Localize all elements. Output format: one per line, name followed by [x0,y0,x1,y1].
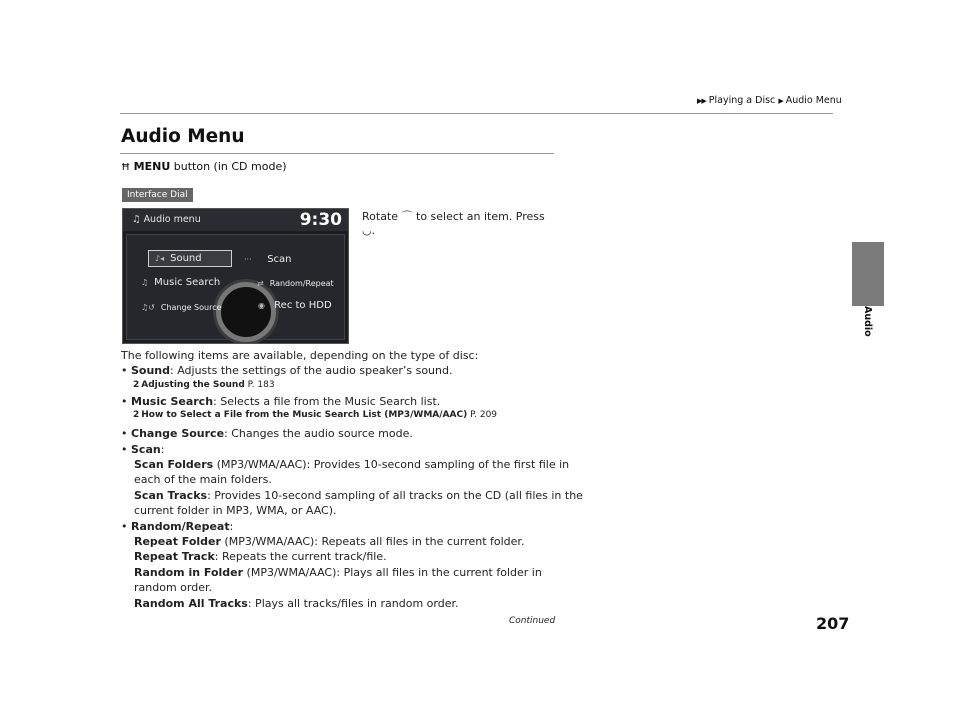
scan-icon: ··· [244,255,252,264]
breadcrumb-arrow-icon: ▶▶ [697,97,706,105]
item-text: : [160,443,165,456]
breadcrumb-item-page[interactable]: Audio Menu [785,95,842,106]
section-tab [852,242,884,306]
breadcrumb [697,95,842,106]
reference-page: P. 209 [470,410,498,420]
header-divider [120,113,833,114]
item-label: Change Source [131,427,225,440]
option-rec-to-hdd[interactable] [258,300,332,311]
item-label: Random in Folder [134,566,244,579]
random-in-folder-text [134,566,542,579]
option-change-source[interactable] [141,303,222,312]
list-item-random-repeat: • Random/Repeat: [121,520,234,533]
item-text: : [229,520,234,533]
audio-menu-screen [122,208,349,344]
item-label: Repeat Folder [134,535,221,548]
reference-arrow-icon: 2 [133,410,140,420]
screen-clock: 9:30 [299,210,342,230]
item-label: Sound [131,364,171,377]
option-scan[interactable] [244,254,292,265]
section-tab-text: Audio [862,306,873,337]
interface-dial-icon: ⌒ [401,210,413,223]
menu-button-label: MENU [133,160,171,173]
figure-label: Interface Dial [122,188,193,202]
page-number: 207 [816,614,850,633]
item-label: Random All Tracks [134,597,248,610]
item-label: Scan Tracks [134,489,208,502]
cross-reference-music-search[interactable] [133,410,497,420]
search-icon: ♫ [141,278,149,287]
random-all-tracks-text [134,597,459,610]
source-icon: ♫↺ [141,303,155,312]
item-text: : Adjusts the settings of the audio speaker’s sound. [170,364,453,377]
list-item-sound: • Sound: Adjusts the settings of the audio speaker’s sound. [121,364,453,377]
breadcrumb-arrow-icon: ▶ [778,97,783,105]
screen-header [123,209,348,231]
scan-folders-text [134,458,569,471]
option-label: Change Source [160,303,222,312]
random-in-folder-text-cont: random order. [134,581,212,594]
breadcrumb-item-section[interactable]: Playing a Disc [708,95,776,106]
music-note-icon: ♫ [132,214,141,225]
item-label: Scan [131,443,161,456]
screen-title [132,214,201,225]
reference-title: How to Select a File from the Music Search List (MP3/WMA/AAC) [141,410,468,420]
dial-instruction [362,208,545,224]
title-divider [120,153,554,154]
option-label: Music Search [154,277,221,288]
dial-instruction-text: . [371,224,376,237]
item-text: (MP3/WMA/AAC): Repeats all files in the current folder. [220,535,525,548]
item-text: : Plays all tracks/files in random order. [247,597,459,610]
enter-icon: ◡ [362,224,372,237]
record-icon: ◉ [258,301,265,310]
item-text: : Repeats the current track/file. [214,550,387,563]
list-item-music-search: • Music Search: Selects a file from the Music Search list. [121,395,441,408]
screen-title-text: Audio menu [143,214,201,225]
page-title: Audio Menu [121,126,245,147]
scan-folders-text-cont: each of the main folders. [134,473,272,486]
item-text: : Provides 10-second sampling of all tracks on the CD (all files in the [207,489,583,502]
reference-page: P. 183 [247,380,275,390]
list-item-scan: • Scan: [121,443,165,456]
option-random-repeat[interactable] [257,279,334,288]
option-music-search[interactable] [141,277,220,288]
cross-reference-sound[interactable] [133,380,275,390]
option-label: Random/Repeat [269,279,334,288]
option-label: Sound [170,253,202,264]
repeat-icon: ⇄ [257,279,264,288]
repeat-track-text [134,550,387,563]
reference-arrow-icon: 2 [133,380,140,390]
reference-title: Adjusting the Sound [141,380,245,390]
repeat-folder-text [134,535,524,548]
item-label: Random/Repeat [131,520,230,533]
button-instruction-text: button (in CD mode) [173,160,287,173]
item-label: Music Search [131,395,214,408]
screen-body [126,234,345,340]
item-text: (MP3/WMA/AAC): Plays all files in the current folder in [243,566,542,579]
item-label: Scan Folders [134,458,214,471]
item-text: : Changes the audio source mode. [224,427,413,440]
continued-note: Continued [509,616,556,626]
dial-instruction-line2 [362,224,375,237]
scan-tracks-text [134,489,583,502]
scan-tracks-text-cont: current folder in MP3, WMA, or AAC). [134,504,337,517]
speaker-icon: ♪◂ [155,254,165,263]
intro-text: The following items are available, depending on the type of disc: [121,349,479,362]
option-label: Scan [267,254,292,265]
item-label: Repeat Track [134,550,215,563]
item-text: (MP3/WMA/AAC): Provides 10-second sampling of the first file in [213,458,570,471]
item-text: : Selects a file from the Music Search list. [213,395,441,408]
dial-knob-icon [216,282,276,342]
option-label: Rec to HDD [274,300,332,311]
button-instruction [121,160,287,173]
section-tab-label [852,306,884,346]
dial-instruction-text: Rotate [362,210,399,223]
press-icon: Ħ [121,162,131,173]
option-sound[interactable] [148,250,232,267]
dial-instruction-text: to select an item. Press [416,210,545,223]
list-item-change-source: • Change Source: Changes the audio source mode. [121,427,413,440]
